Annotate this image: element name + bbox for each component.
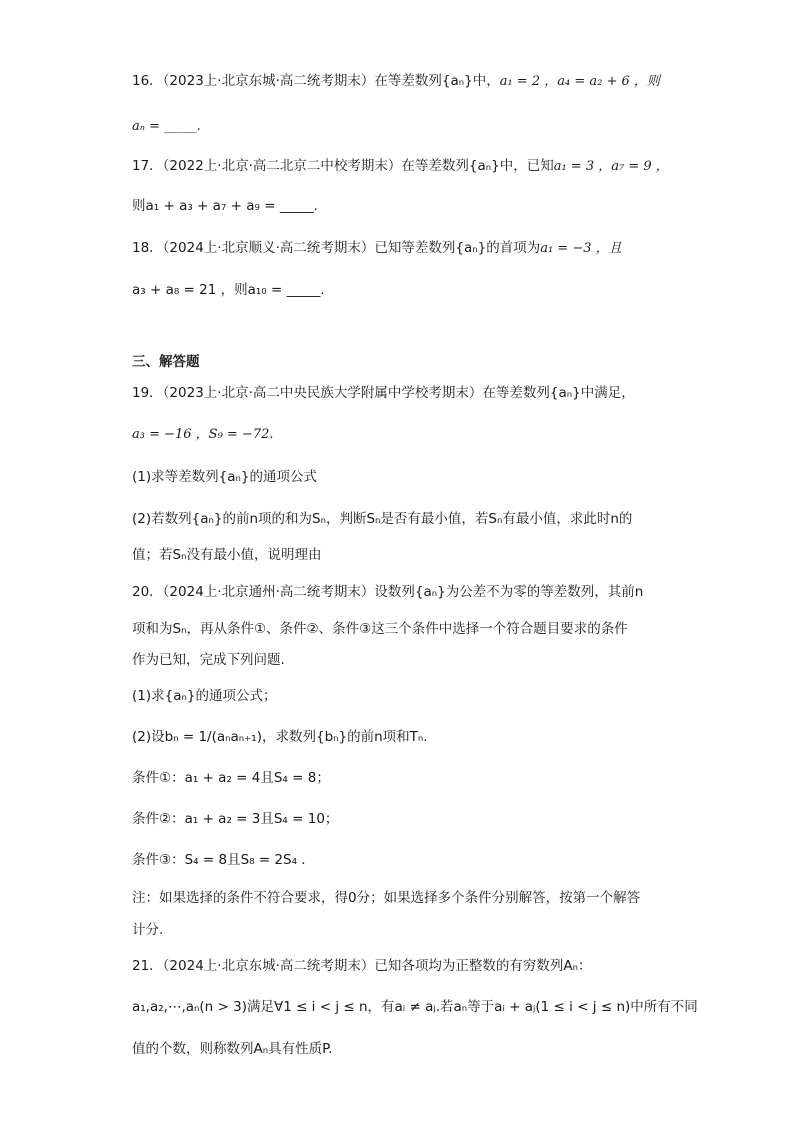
question-20-condition-2: 条件②：a₁ + a₂ = 3且S₄ = 10； — [132, 811, 339, 827]
question-20-condition-1: 条件①：a₁ + a₂ = 4且S₄ = 8； — [132, 770, 330, 786]
question-20-part-2: (2)设bₙ = 1/(aₙaₙ₊₁)，求数列{bₙ}的前n项和Tₙ. — [132, 729, 428, 745]
question-20-condition-3: 条件③：S₄ = 8且S₈ = 2S₄ . — [132, 852, 306, 868]
q17-condition: a₁ = 3 ，a₇ = 9 ， — [553, 159, 669, 174]
question-20-note-line-1: 注：如果选择的条件不符合要求，得0分；如果选择多个条件分别解答，按第一个解答 — [132, 890, 641, 906]
question-18-line-2: a₃ + a₈ = 21 ，则a₁₀ = _____. — [132, 282, 325, 298]
question-20-line-3: 作为已知，完成下列问题. — [132, 652, 285, 668]
question-18-line-1: 18．（2024上·北京顺义·高二统考期末）已知等差数列{aₙ}的首项为a₁ = −3 ，且 — [132, 240, 622, 256]
question-21-line-2: a₁,a₂,⋯,aₙ(n > 3)满足∀1 ≤ i < j ≤ n，有aᵢ ≠ aⱼ.若aₙ等于aᵢ + aⱼ(1 ≤ i < j ≤ n)中所有不同 — [132, 999, 698, 1015]
question-21-line-3: 值的个数，则称数列Aₙ具有性质P. — [132, 1041, 333, 1057]
question-17-line-2: 则a₁ + a₃ + a₇ + a₉ = _____. — [132, 198, 318, 214]
question-19-line-2: a₃ = −16 ，S₉ = −72. — [132, 427, 274, 442]
question-16-line-1: 16．（2023上·北京东城·高二统考期末）在等差数列{aₙ}中，a₁ = 2 ，a₄ = a₂ + 6 ，则 — [132, 73, 660, 89]
question-20-line-2: 项和为Sₙ，再从条件①、条件②、条件③这三个条件中选择一个符合题目要求的条件 — [132, 621, 628, 637]
question-20-note-line-2: 计分. — [132, 922, 164, 938]
question-20-part-1: (1)求{aₙ}的通项公式； — [132, 688, 277, 704]
question-19-line-1: 19．（2023上·北京·高二中央民族大学附属中学校考期末）在等差数列{aₙ}中满足， — [132, 385, 635, 401]
q18-condition: a₁ = −3 ，且 — [540, 241, 622, 256]
section-heading-answers: 三、解答题 — [132, 354, 200, 370]
question-19-part-2-line-1: (2)若数列{aₙ}的前n项的和为Sₙ，判断Sₙ是否有最小值，若Sₙ有最小值，求此时n的 — [132, 511, 633, 527]
question-21-line-1: 21．（2024上·北京东城·高二统考期末）已知各项均为正整数的有穷数列Aₙ： — [132, 958, 592, 974]
question-19-part-1: (1)求等差数列{aₙ}的通项公式 — [132, 469, 317, 485]
question-17-line-1: 17．（2022上·北京·高二北京二中校考期末）在等差数列{aₙ}中，已知a₁ = 3 ，a₇ = 9 ， — [132, 158, 669, 174]
question-16-line-2: aₙ = _____. — [132, 119, 201, 134]
q16-condition: a₁ = 2 ，a₄ = a₂ + 6 ，则 — [499, 74, 660, 89]
question-20-line-1: 20．（2024上·北京通州·高二统考期末）设数列{aₙ}为公差不为零的等差数列，其前n — [132, 584, 644, 600]
question-19-part-2-line-2: 值；若Sₙ没有最小值，说明理由 — [132, 547, 322, 563]
